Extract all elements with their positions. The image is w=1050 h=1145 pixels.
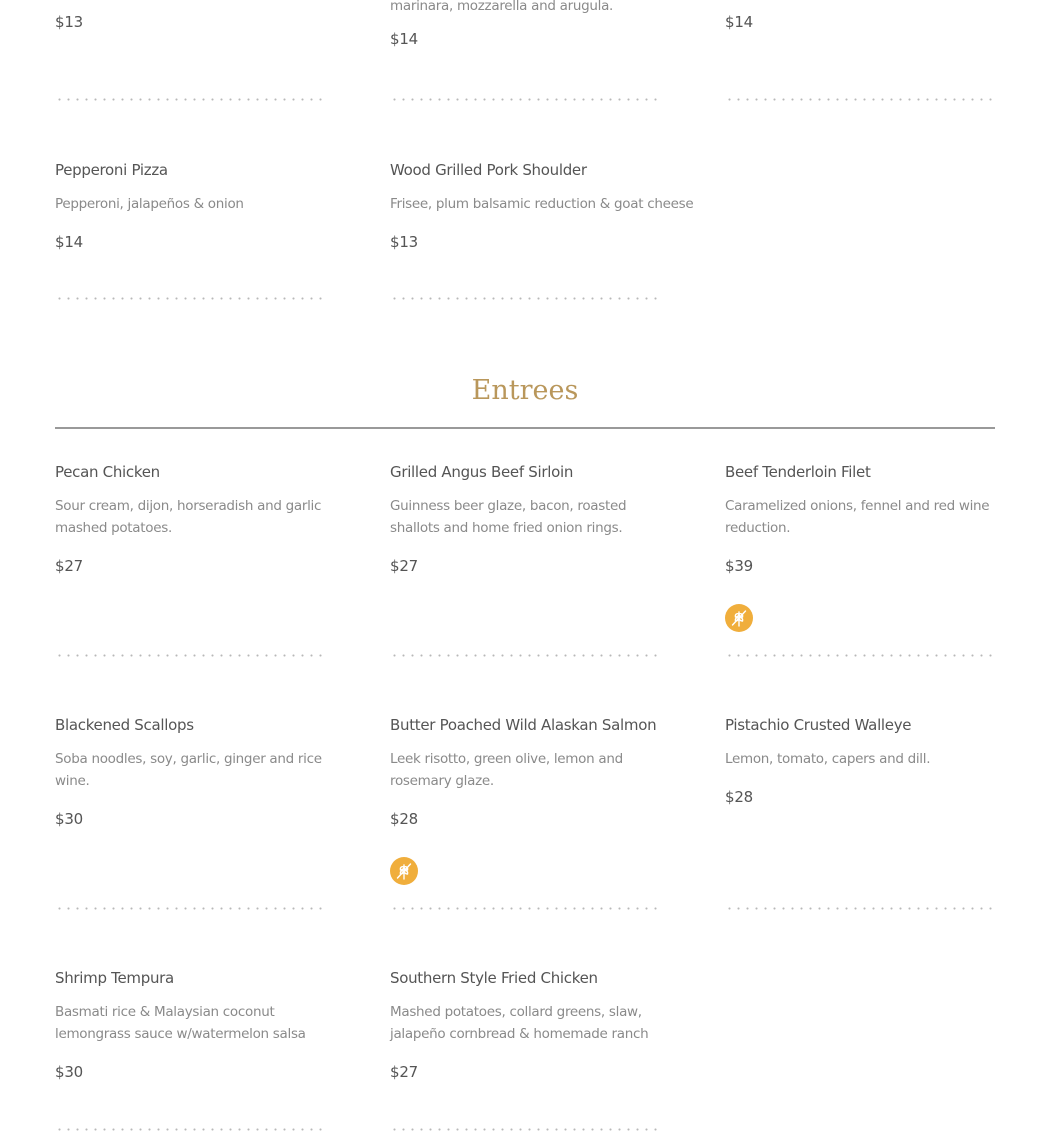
item-price: $28 (390, 810, 419, 828)
dotted-divider (55, 297, 325, 300)
item-description: Guinness beer glaze, bacon, roasted shallots and home fried onion rings. (390, 498, 627, 536)
item-price: $27 (390, 1063, 419, 1081)
dotted-divider (55, 1128, 325, 1131)
dotted-divider (725, 98, 995, 101)
dotted-divider (390, 654, 660, 657)
item-description: Frisee, plum balsamic reduction & goat cheese (390, 196, 694, 212)
dotted-divider (725, 907, 995, 910)
item-name: Pistachio Crusted Walleye (725, 716, 912, 734)
item-name: Beef Tenderloin Filet (725, 463, 871, 481)
item-description: Soba noodles, soy, garlic, ginger and rice wine. (55, 751, 322, 789)
menu-item (55, 715, 325, 829)
gluten-free-icon (725, 604, 753, 632)
menu-item (390, 715, 660, 829)
item-price: $14 (55, 233, 84, 251)
dotted-divider (55, 907, 325, 910)
item-price: $39 (725, 557, 754, 575)
item-price: $30 (55, 810, 84, 828)
menu-item (390, 0, 660, 49)
item-price: $27 (390, 557, 419, 575)
item-name: Pecan Chicken (55, 463, 160, 481)
menu-item (55, 462, 325, 576)
item-description: Mashed potatoes, collard greens, slaw, jalapeño cornbread & homemade ranch (390, 1004, 649, 1042)
item-name: Grilled Angus Beef Sirloin (390, 463, 574, 481)
item-name: Wood Grilled Pork Shoulder (390, 161, 587, 179)
dotted-divider (55, 654, 325, 657)
item-price: $13 (390, 233, 419, 251)
section-title: Entrees (471, 375, 579, 406)
item-description: Pepperoni, jalapeños & onion (55, 196, 244, 212)
item-description: Leek risotto, green olive, lemon and rosemary glaze. (390, 751, 623, 789)
menu-item (725, 715, 995, 807)
item-price: $14 (390, 30, 419, 48)
item-description: Caramelized onions, fennel and red wine reduction. (725, 498, 990, 536)
item-description: Lemon, tomato, capers and dill. (725, 751, 931, 767)
item-price: $27 (55, 557, 84, 575)
gluten-free-icon (390, 857, 418, 885)
item-price: $14 (725, 13, 754, 31)
section-divider (55, 427, 995, 429)
menu-item (55, 968, 325, 1082)
dotted-divider (390, 907, 660, 910)
menu-item (390, 160, 694, 252)
menu-item (390, 968, 660, 1082)
item-description: marinara, mozzarella and arugula. (390, 0, 614, 14)
menu-item (725, 12, 995, 32)
item-name: Pepperoni Pizza (55, 161, 168, 179)
menu-item (55, 160, 325, 252)
dotted-divider (55, 98, 325, 101)
menu-item (725, 462, 995, 576)
dotted-divider (390, 1128, 660, 1131)
item-name: Shrimp Tempura (55, 969, 174, 987)
item-description: Sour cream, dijon, horseradish and garlic mashed potatoes. (55, 498, 322, 536)
item-name: Southern Style Fried Chicken (390, 969, 598, 987)
dotted-divider (390, 297, 660, 300)
item-price: $30 (55, 1063, 84, 1081)
menu-item (55, 12, 325, 32)
menu-item (390, 462, 660, 576)
dotted-divider (390, 98, 660, 101)
item-price: $13 (55, 13, 84, 31)
item-name: Blackened Scallops (55, 716, 194, 734)
item-price: $28 (725, 788, 754, 806)
dotted-divider (725, 654, 995, 657)
item-name: Butter Poached Wild Alaskan Salmon (390, 716, 657, 734)
item-description: Basmati rice & Malaysian coconut lemongrass sauce w/watermelon salsa (55, 1004, 306, 1042)
